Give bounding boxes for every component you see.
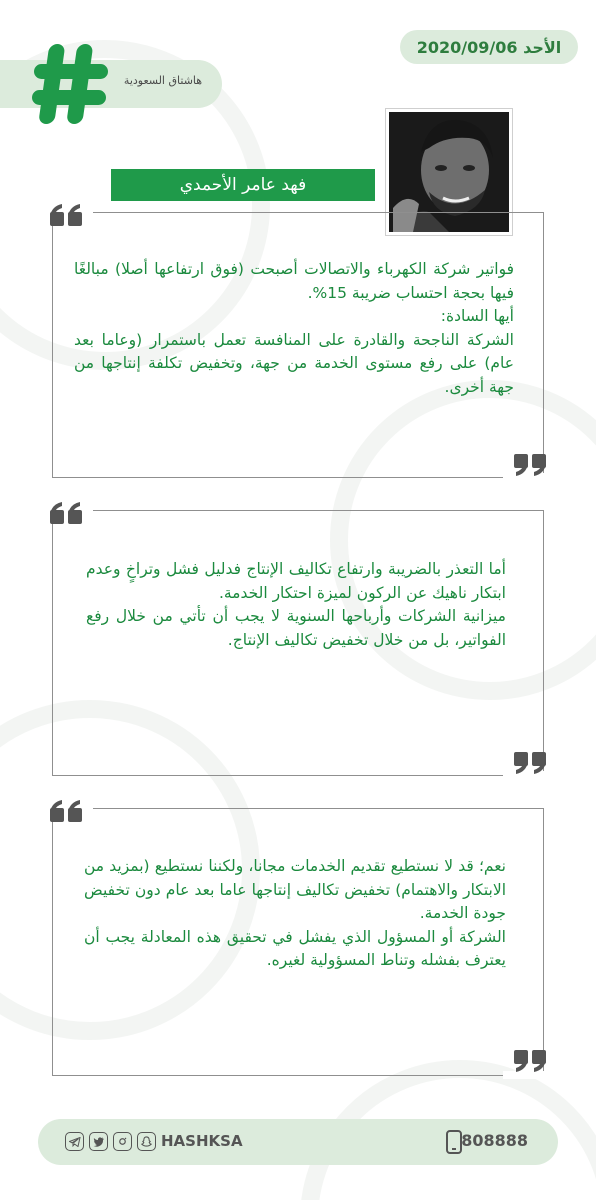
card-paragraph: ميزانية الشركات وأرباحها السنوية لا يجب أن تأتي من خلال رفع الفواتير، بل من خلال تخفيض تكاليف الإنتاج. (86, 607, 506, 649)
telegram-icon[interactable] (65, 1132, 84, 1151)
hashtag-logo-icon (30, 40, 110, 128)
close-quote-icon (512, 750, 546, 774)
phone-icon (446, 1130, 462, 1154)
phone-number[interactable]: 808888 (461, 1131, 528, 1150)
author-name: فهد عامر الأحمدي (179, 175, 307, 195)
card-paragraph: أما التعذر بالضريبة وارتفاع تكاليف الإنتاج فدليل فشل وتراخٍ وعدم ابتكار ناهيك عن الركون لميزة احتكار الخدمة. (86, 560, 506, 602)
date-text: الأحد 2020/09/06 (416, 37, 562, 57)
card-paragraph: أيها السادة: (440, 307, 514, 325)
open-quote-icon (50, 204, 84, 228)
close-quote-icon (512, 452, 546, 476)
card-body (86, 558, 506, 652)
card-body (74, 258, 514, 399)
date-badge (400, 30, 578, 64)
brand-name: هاشتاق السعودية (123, 74, 203, 87)
instagram-icon[interactable] (113, 1132, 132, 1151)
twitter-icon[interactable] (89, 1132, 108, 1151)
card-body (84, 855, 506, 973)
footer-bar (38, 1119, 558, 1165)
card-paragraph: نعم؛ قد لا نستطيع تقديم الخدمات مجانا، ولكننا نستطيع (بمزيد من الابتكار والاهتمام) تخفيض تكاليف إنتاجها عاما بعد عام دون تخفيض جودة الخدمة. (84, 857, 506, 922)
open-quote-icon (50, 800, 84, 824)
social-handle[interactable]: HASHKSA (161, 1132, 243, 1150)
close-quote-icon (512, 1048, 546, 1072)
card-paragraph: الشركة أو المسؤول الذي يفشل في تحقيق هذه المعادلة يجب أن يعترف بفشله وتناط المسؤولية لغيره. (84, 927, 506, 969)
card-paragraph: الشركة الناجحة والقادرة على المنافسة تعمل باستمرار (وعاما بعد عام) على رفع مستوى الخدمة من جهة، وتخفيض تكلفة إنتاجها من جهة أخرى. (74, 330, 514, 396)
snapchat-icon[interactable] (137, 1132, 156, 1151)
open-quote-icon (50, 502, 84, 526)
author-name-bar (111, 169, 375, 201)
card-paragraph: فواتير شركة الكهرباء والاتصالات أصبحت (فوق ارتفاعها أصلا) مبالغًا فيها بحجة احتساب ضريبة 15%. (74, 260, 514, 302)
